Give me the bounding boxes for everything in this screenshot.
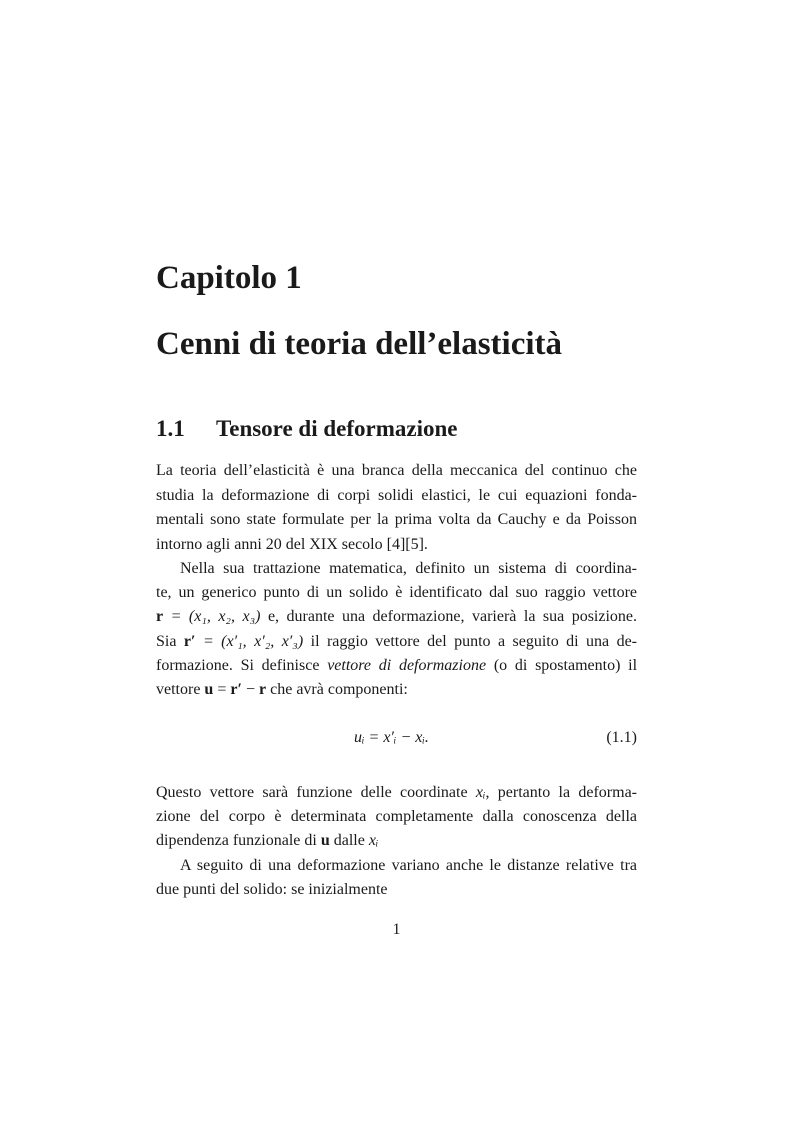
- paragraph-2-line-4-lead: Sia: [156, 633, 177, 650]
- chapter-title: Cenni di teoria dell’elasticità: [156, 326, 563, 362]
- paragraph-3-line-3-mid: dalle: [333, 832, 365, 849]
- defined-term: vettore di deformazione: [327, 657, 487, 674]
- paragraph-2-line-3: [156, 605, 637, 629]
- paragraph-3-line-1: [156, 781, 637, 805]
- position-vector-symbol: r: [259, 681, 267, 698]
- paragraph-1-line-2: studia la deformazione di corpi solidi elastici, le cui equazioni fonda-: [156, 487, 637, 504]
- deformed-position-components: = (x′₁, x′₂, x′₃): [202, 633, 304, 650]
- chapter-label: Capitolo 1: [156, 260, 302, 296]
- section-title: Tensore di deformazione: [216, 416, 458, 441]
- equation-number: (1.1): [606, 729, 637, 746]
- paragraph-2-line-4-text: il raggio vettore del punto a seguito di una de-: [310, 633, 638, 650]
- paragraph-2-line-6-lead: vettore: [156, 681, 201, 698]
- paragraph-2-line-5-text: (o di spostamento) il: [493, 657, 638, 674]
- paragraph-2-line-4: [156, 630, 637, 654]
- minus-sign: −: [245, 681, 255, 698]
- paragraph-1-line-3: mentali sono state formulate per la prima volta da Cauchy e da Poisson: [156, 511, 637, 528]
- paragraph-4-line-2: due punti del solido: se inizialmente: [156, 881, 388, 898]
- position-vector-components: = (x₁, x₂, x₃): [170, 608, 261, 625]
- section-heading: [156, 414, 458, 444]
- paragraph-2-line-6: [156, 678, 637, 702]
- coordinate-variable-ref: xᵢ: [368, 832, 379, 849]
- paragraph-2-line-3-text: e, durante una deformazione, varierà la sua posizione.: [267, 608, 638, 625]
- paragraph-2-line-5: [156, 654, 637, 678]
- paragraph-1-line-4: intorno agli anni 20 del XIX secolo [4][5].: [156, 536, 428, 553]
- paragraph-3-line-3: [156, 829, 637, 853]
- paragraph-3-line-3-lead: dipendenza funzionale di: [156, 832, 317, 849]
- equation-body: uᵢ = x′ᵢ − xᵢ.: [354, 729, 429, 746]
- page-number: 1: [392, 921, 401, 938]
- paragraph-2-line-6-text: che avrà componenti:: [270, 681, 408, 698]
- displacement-vector: u: [204, 681, 214, 698]
- position-vector: r: [156, 608, 164, 625]
- paragraph-2-line-2: te, un generico punto di un solido è identificato dal suo raggio vettore: [156, 584, 637, 601]
- paragraph-3-line-1-text: , pertanto la deforma-: [485, 784, 637, 801]
- deformed-position-vector: r′: [183, 633, 196, 650]
- paragraph-4-line-1: A seguito di una deformazione variano anche le distanze relative tra: [180, 857, 637, 874]
- paragraph-2-line-5-lead: formazione. Si definisce: [156, 657, 320, 674]
- paragraph-3-line-2: zione del corpo è determinata completamente dalla conoscenza della: [156, 808, 637, 825]
- deformed-vector-symbol: r′: [230, 681, 242, 698]
- coordinate-variable: xᵢ: [475, 784, 486, 801]
- equation-1-1: [354, 726, 429, 750]
- equals-sign: =: [217, 681, 227, 698]
- section-number: 1.1: [156, 416, 185, 441]
- paragraph-1-line-1: La teoria dell’elasticità è una branca della meccanica del continuo che: [156, 462, 637, 479]
- displacement-vector-ref: u: [320, 832, 330, 849]
- paragraph-3-line-1-lead: Questo vettore sarà funzione delle coordinate: [156, 784, 468, 801]
- paragraph-2-line-1: Nella sua trattazione matematica, definito un sistema di coordina-: [180, 560, 637, 577]
